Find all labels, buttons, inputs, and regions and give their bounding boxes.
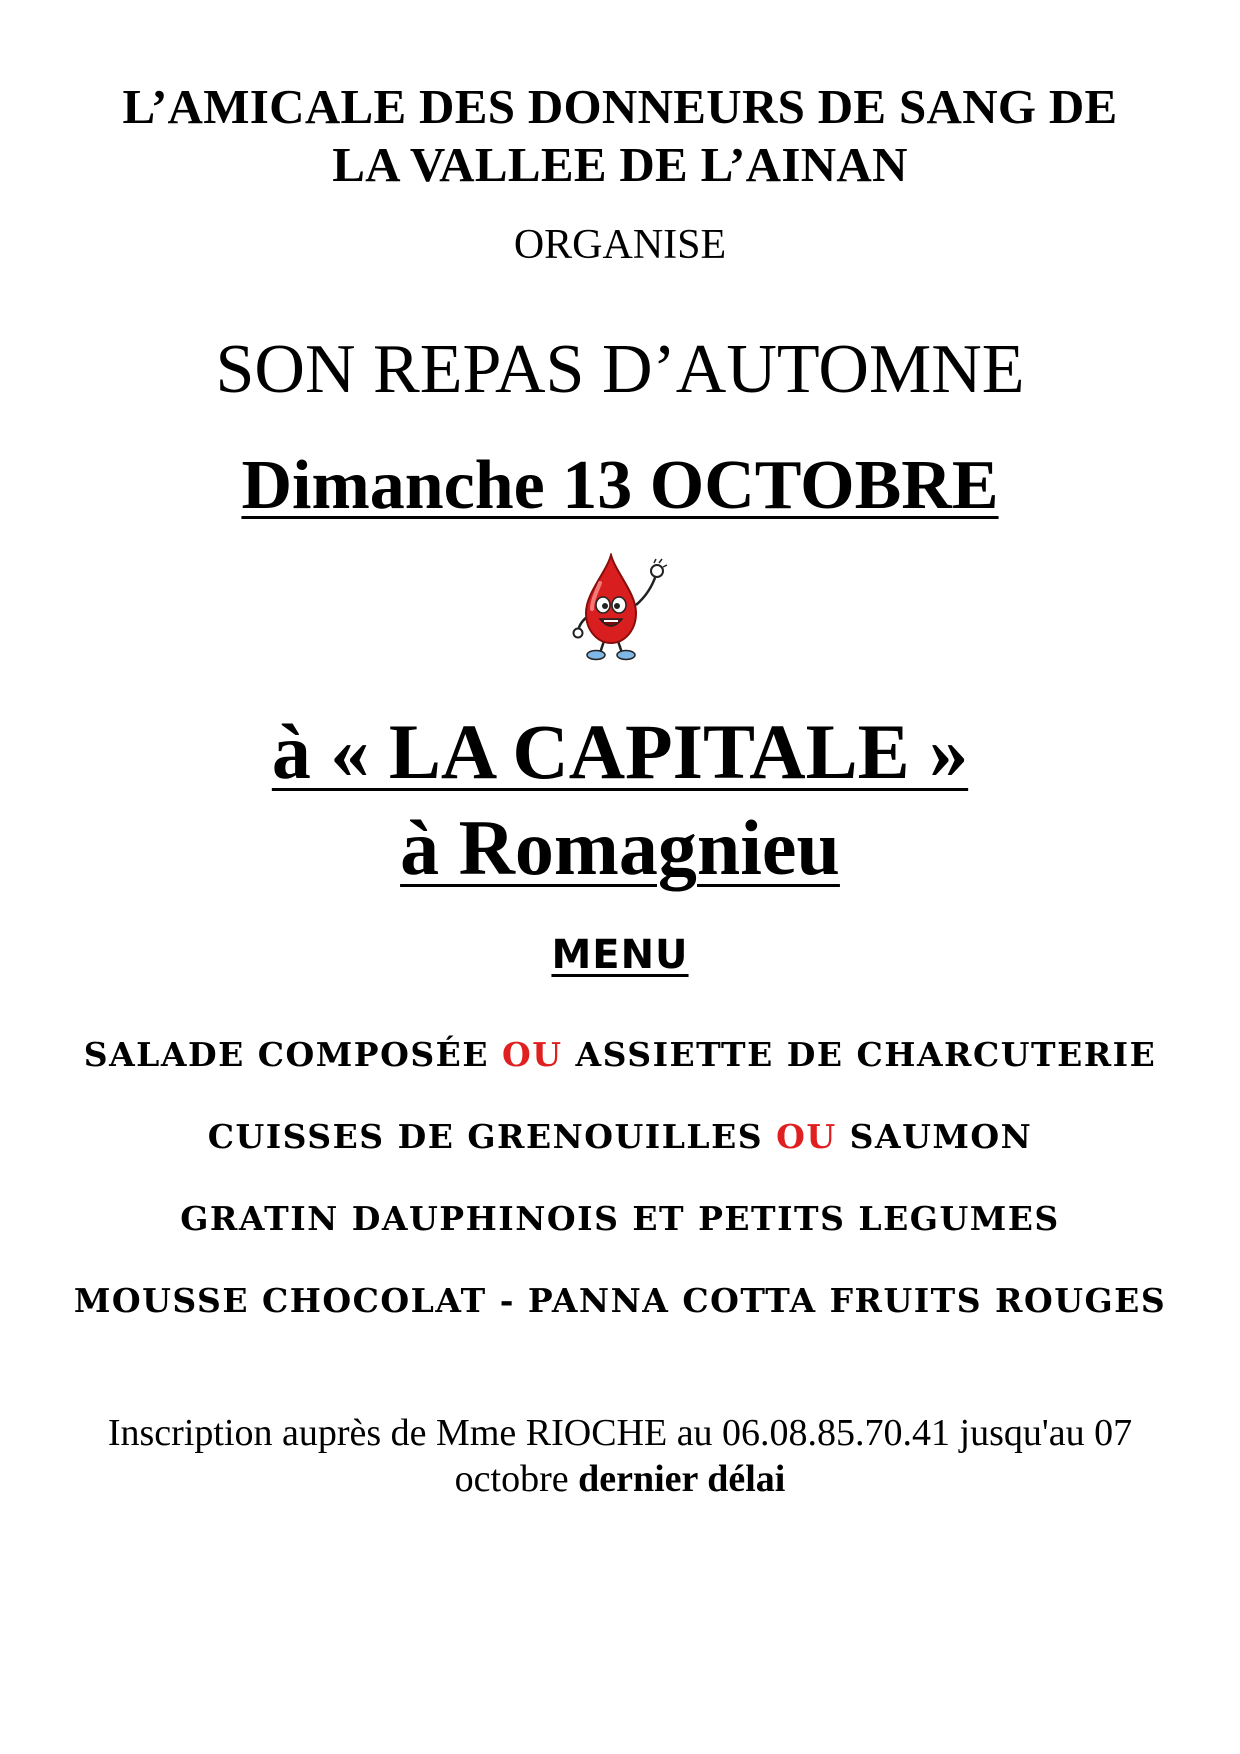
menu-item-main-a: CUISSES DE GRENOUILLES <box>207 1117 764 1156</box>
menu-item-main <box>0 1112 1240 1194</box>
menu-list <box>0 1030 1240 1358</box>
menu-item-dessert: MOUSSE CHOCOLAT - PANNA COTTA FRUITS ROUGES <box>73 1281 1167 1320</box>
menu-or-word: OU <box>776 1117 837 1156</box>
menu-title: MENU <box>551 932 689 978</box>
venue-line-1: à « LA CAPITALE » <box>271 708 969 795</box>
organizer-name <box>0 78 1240 194</box>
registration-line-2 <box>40 1456 1200 1502</box>
menu-or-word: OU <box>502 1035 563 1074</box>
menu-item-starter-a: SALADE COMPOSÉE <box>83 1035 489 1074</box>
registration-deadline: dernier délai <box>578 1458 786 1500</box>
registration-info <box>40 1410 1200 1502</box>
menu-item-side: GRATIN DAUPHINOIS ET PETITS LEGUMES <box>180 1199 1060 1238</box>
organizer-line-2: LA VALLEE DE L’AINAN <box>332 137 908 192</box>
menu-item-main-b: SAUMON <box>849 1117 1033 1156</box>
blood-drop-mascot-icon <box>570 553 672 663</box>
menu-item-starter-b: ASSIETTE DE CHARCUTERIE <box>575 1035 1157 1074</box>
registration-line-1: Inscription auprès de Mme RIOCHE au 06.08.85.70.41 jusqu'au 07 <box>107 1412 1133 1454</box>
registration-month: octobre <box>454 1458 569 1500</box>
venue <box>0 704 1240 896</box>
menu-item-starter <box>0 1030 1240 1112</box>
event-title: SON REPAS D’AUTOMNE <box>215 331 1025 408</box>
organise-label: ORGANISE <box>513 222 727 268</box>
organizer-line-1: L’AMICALE DES DONNEURS DE SANG DE <box>122 79 1118 134</box>
venue-line-2: à Romagnieu <box>400 804 840 891</box>
event-date: Dimanche 13 OCTOBRE <box>241 447 999 524</box>
